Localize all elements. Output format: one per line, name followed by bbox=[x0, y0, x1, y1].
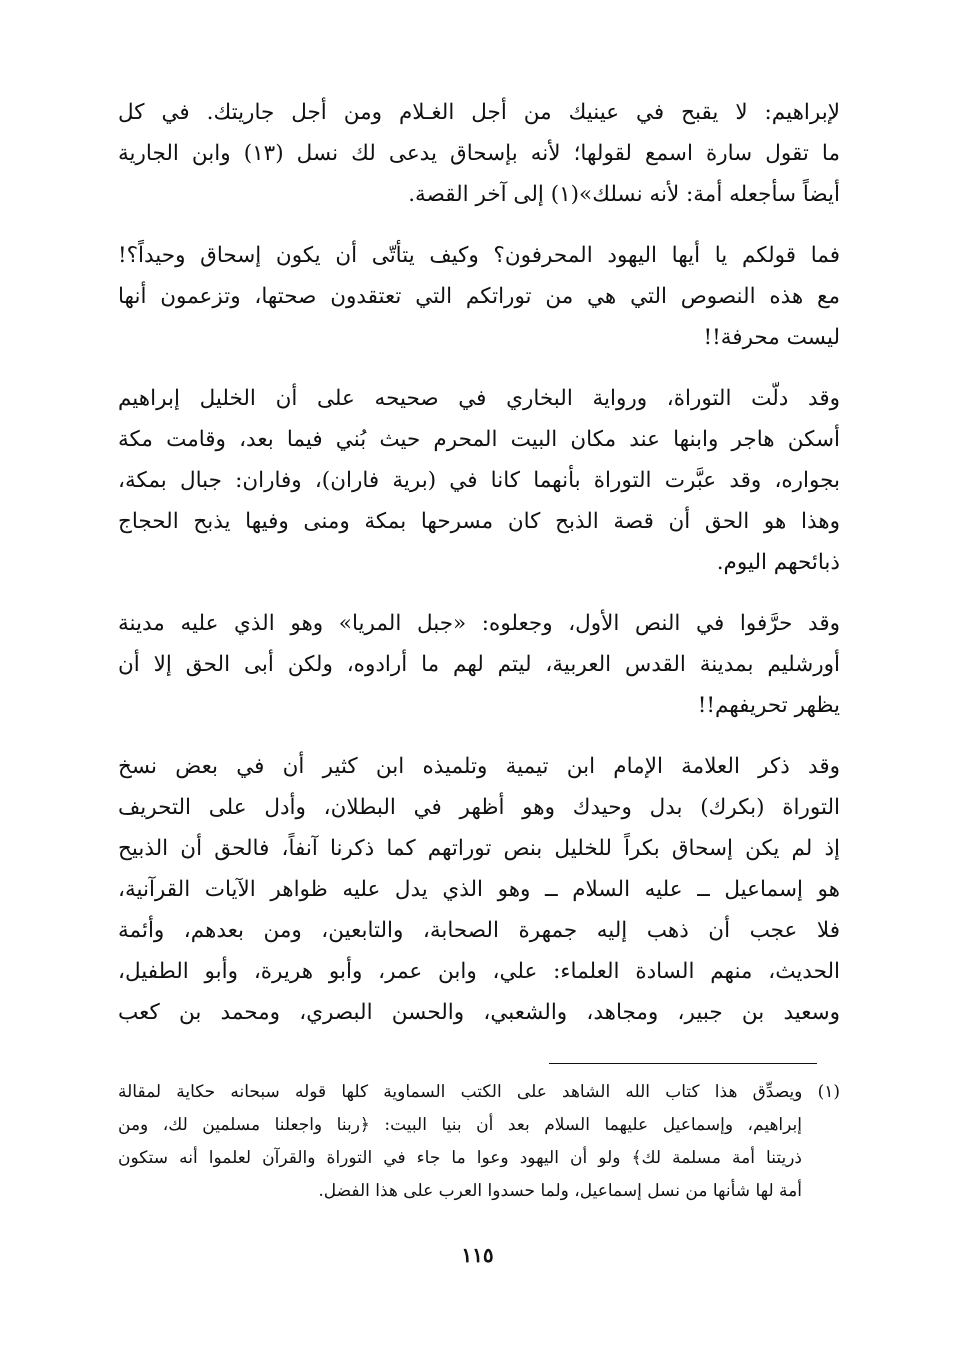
paragraph-5 bbox=[118, 746, 840, 1033]
text-line: فما قولكم يا أيها اليهود المحرفون؟ وكيف يتأتّى أن يكون إسحاق وحيداً؟! bbox=[118, 243, 840, 268]
main-text bbox=[118, 92, 840, 1053]
paragraph-2 bbox=[118, 235, 840, 358]
paragraph-1 bbox=[118, 92, 840, 215]
page-number: ١١٥ bbox=[461, 1243, 494, 1267]
footnote bbox=[118, 1076, 840, 1208]
text-line: التوراة (بكرك) بدل وحيدك وهو أظهر في البطلان، وأدل على التحريف bbox=[118, 795, 840, 820]
text-line: فلا عجب أن ذهب إليه جمهرة الصحابة، والتابعين، ومن بعدهم، وأئمة bbox=[118, 918, 840, 943]
text-line: أورشليم بمدينة القدس العربية، ليتم لهم ما أرادوه، ولكن أبى الحق إلا أن bbox=[118, 652, 840, 677]
footnote-line: ذريتنا أمة مسلمة لك﴾ ولو أن اليهود وعوا ما جاء في التوراة والقرآن لعلموا أنه ستكون bbox=[118, 1148, 802, 1168]
text-line: وهذا هو الحق أن قصة الذبح كان مسرحها بمكة ومنى وفيها يذبح الحجاج bbox=[118, 509, 840, 534]
text-line: ما تقول سارة اسمع لقولها؛ لأنه بإسحاق يدعى لك نسل (١٣) وابن الجارية bbox=[118, 141, 841, 166]
text-line: هو إسماعيل ــ عليه السلام ــ وهو الذي يدل عليه ظواهر الآيات القرآنية، bbox=[118, 877, 840, 902]
text-line: وقد ذكر العلامة الإمام ابن تيمية وتلميذه ابن كثير أن في بعض نسخ bbox=[118, 754, 840, 779]
text-line: وسعيد بن جبير، ومجاهد، والشعبي، والحسن البصري، ومحمد بن كعب bbox=[118, 1000, 840, 1025]
text-line: أيضاً سأجعله أمة: لأنه نسلك»(١) إلى آخر القصة. bbox=[408, 182, 840, 207]
text-line: ليست محرفة!! bbox=[703, 325, 840, 350]
text-line: الحديث، منهم السادة العلماء: علي، وابن عمر، وأبو هريرة، وأبو الطفيل، bbox=[118, 959, 840, 984]
text-line: ذبائحهم اليوم. bbox=[716, 550, 840, 575]
text-line: إذ لم يكن إسحاق بكراً للخليل بنص توراتهم كما ذكرنا آنفاً، فالحق أن الذبيح bbox=[118, 836, 840, 861]
text-line: لإبراهيم: لا يقبح في عينيك من أجل الغـلام ومن أجل جاريتك. في كل bbox=[118, 100, 840, 125]
text-line: أسكن هاجر وابنها عند مكان البيت المحرم حيث بُني فيما بعد، وقامت مكة bbox=[118, 427, 840, 452]
paragraph-3 bbox=[118, 378, 840, 583]
text-line: يظهر تحريفهم!! bbox=[697, 693, 840, 718]
footnote-line: إبراهيم، وإسماعيل عليهما السلام بعد أن بنيا البيت: ﴿ربنا واجعلنا مسلمين لك، ومن bbox=[118, 1115, 802, 1135]
text-line: مع هذه النصوص التي هي من توراتكم التي تعتقدون صحتها، وتزعمون أنها bbox=[118, 284, 840, 309]
footnote-line: (١) ويصدِّق هذا كتاب الله الشاهد على الكتب السماوية كلها قوله سبحانه حكاية لمقالة bbox=[118, 1082, 840, 1102]
text-line: وقد دلّت التوراة، ورواية البخاري في صحيحه على أن الخليل إبراهيم bbox=[118, 386, 840, 411]
footnote-divider bbox=[549, 1063, 817, 1064]
footnote-line: أمة لها شأنها من نسل إسماعيل، ولما حسدوا العرب على هذا الفضل. bbox=[318, 1181, 802, 1201]
paragraph-4 bbox=[118, 603, 840, 726]
text-line: بجواره، وقد عبَّرت التوراة بأنهما كانا في (برية فاران)، وفاران: جبال بمكة، bbox=[118, 468, 840, 493]
text-line: وقد حرَّفوا في النص الأول، وجعلوه: «جبل المريا» وهو الذي عليه مدينة bbox=[118, 611, 840, 636]
